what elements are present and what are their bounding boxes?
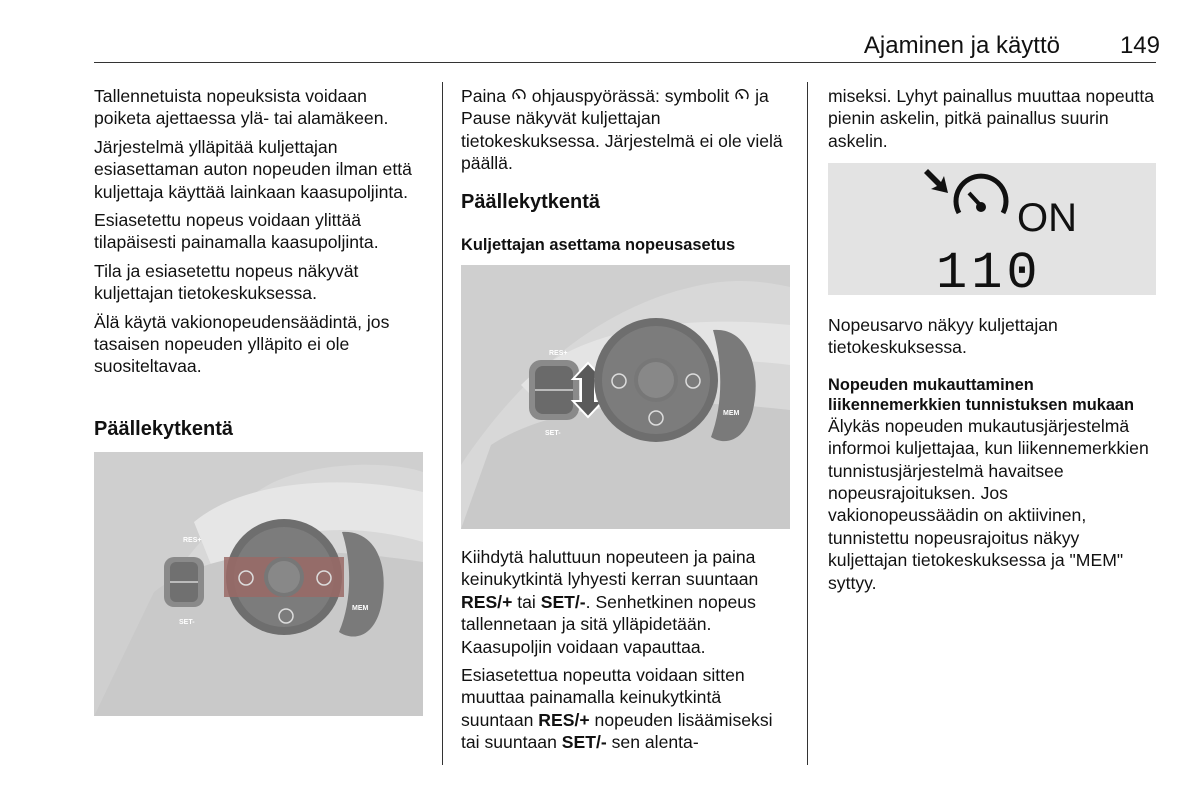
column-1 bbox=[94, 85, 428, 384]
paragraph: Kiihdytä haluttuun nopeuteen ja paina keinukytkintä lyhyesti kerran suuntaan RES/+ tai SET/-. Senhetkinen nopeus tallennetaan ja sitä ylläpidetään. Kaasupoljin voidaan vapauttaa. bbox=[461, 547, 759, 657]
res-label: RES+ bbox=[183, 537, 202, 544]
set-label: SET- bbox=[179, 619, 195, 626]
paragraph: Nopeusarvo näkyy kuljettajan tietokeskuksessa. bbox=[828, 315, 1058, 358]
set-speed: 110 bbox=[936, 244, 1042, 295]
column-2 bbox=[461, 85, 791, 181]
paragraph: Paina ohjauspyörässä: symbolit ja Pause näkyvät kuljettajan tietokeskuksessa. Järjestelmä ei ole vielä päällä. bbox=[461, 86, 783, 174]
steering-wheel-controls-figure bbox=[94, 452, 423, 716]
mem-label: MEM bbox=[723, 410, 740, 417]
chapter-title: Ajaminen ja käyttö bbox=[863, 32, 1060, 59]
paragraph: Esiasetettu nopeus voidaan ylittää tilapäisesti painamalla kaasupoljinta. bbox=[94, 210, 379, 253]
paragraph: Tallennetuista nopeuksista voidaan poiketa ajettaessa ylä- tai alamäkeen. bbox=[94, 86, 389, 129]
column-divider-1 bbox=[442, 82, 443, 765]
section-heading: Päällekytkentä bbox=[461, 191, 600, 213]
subsection-heading: Kuljettajan asettama nopeusasetus bbox=[461, 236, 736, 254]
paragraph: Älä käytä vakionopeudensäädintä, jos tasaisen nopeuden ylläpito ei ole suositeltavaa. bbox=[94, 311, 390, 377]
paragraph: Esiasetettua nopeutta voidaan sitten muuttaa painamalla keinukytkintä suuntaan RES/+ nopeuden lisäämiseksi tai suuntaan SET/- sen alenta- bbox=[461, 665, 773, 753]
column-3-lower bbox=[828, 314, 1158, 600]
cruise-control-icon bbox=[511, 88, 527, 104]
column-divider-2 bbox=[807, 82, 808, 765]
subsection-heading: Nopeuden mukauttaminen liikennemerkkien tunnistuksen mukaan bbox=[828, 375, 1135, 414]
speed-display-figure bbox=[828, 163, 1156, 295]
cruise-control-icon bbox=[734, 88, 750, 104]
mem-label: MEM bbox=[352, 605, 369, 612]
paragraph: Järjestelmä ylläpitää kuljettajan esiasettaman auton nopeuden ilman että kuljettaja käyttää lainkaan kaasupoljinta. bbox=[94, 136, 412, 202]
cruise-status: ON bbox=[1017, 196, 1077, 240]
page-number: 149 bbox=[1119, 32, 1160, 59]
header-rule bbox=[94, 62, 1156, 63]
rocker-switch-figure bbox=[461, 265, 790, 529]
paragraph: miseksi. Lyhyt painallus muuttaa nopeutta pienin askelin, pitkä painallus suurin askelin. bbox=[828, 86, 1154, 151]
res-label: RES+ bbox=[549, 350, 568, 357]
column-3 bbox=[828, 85, 1158, 158]
paragraph: Älykäs nopeuden mukautusjärjestelmä informoi kuljettajaa, kun liikennemerkkien tunnistusjärjestelmä havaitsee nopeusrajoituksen. Jos vakionopeussäädin on aktiivinen, tunnistettu nopeusrajoitus näkyy kuljettajan tietokeskuksessa ja "MEM" syttyy. bbox=[828, 415, 1149, 593]
section-heading: Päällekytkentä bbox=[94, 418, 233, 440]
column-2-lower bbox=[461, 546, 791, 760]
set-label: SET- bbox=[545, 430, 561, 437]
paragraph: Tila ja esiasetettu nopeus näkyvät kuljettajan tietokeskuksessa. bbox=[94, 260, 359, 304]
